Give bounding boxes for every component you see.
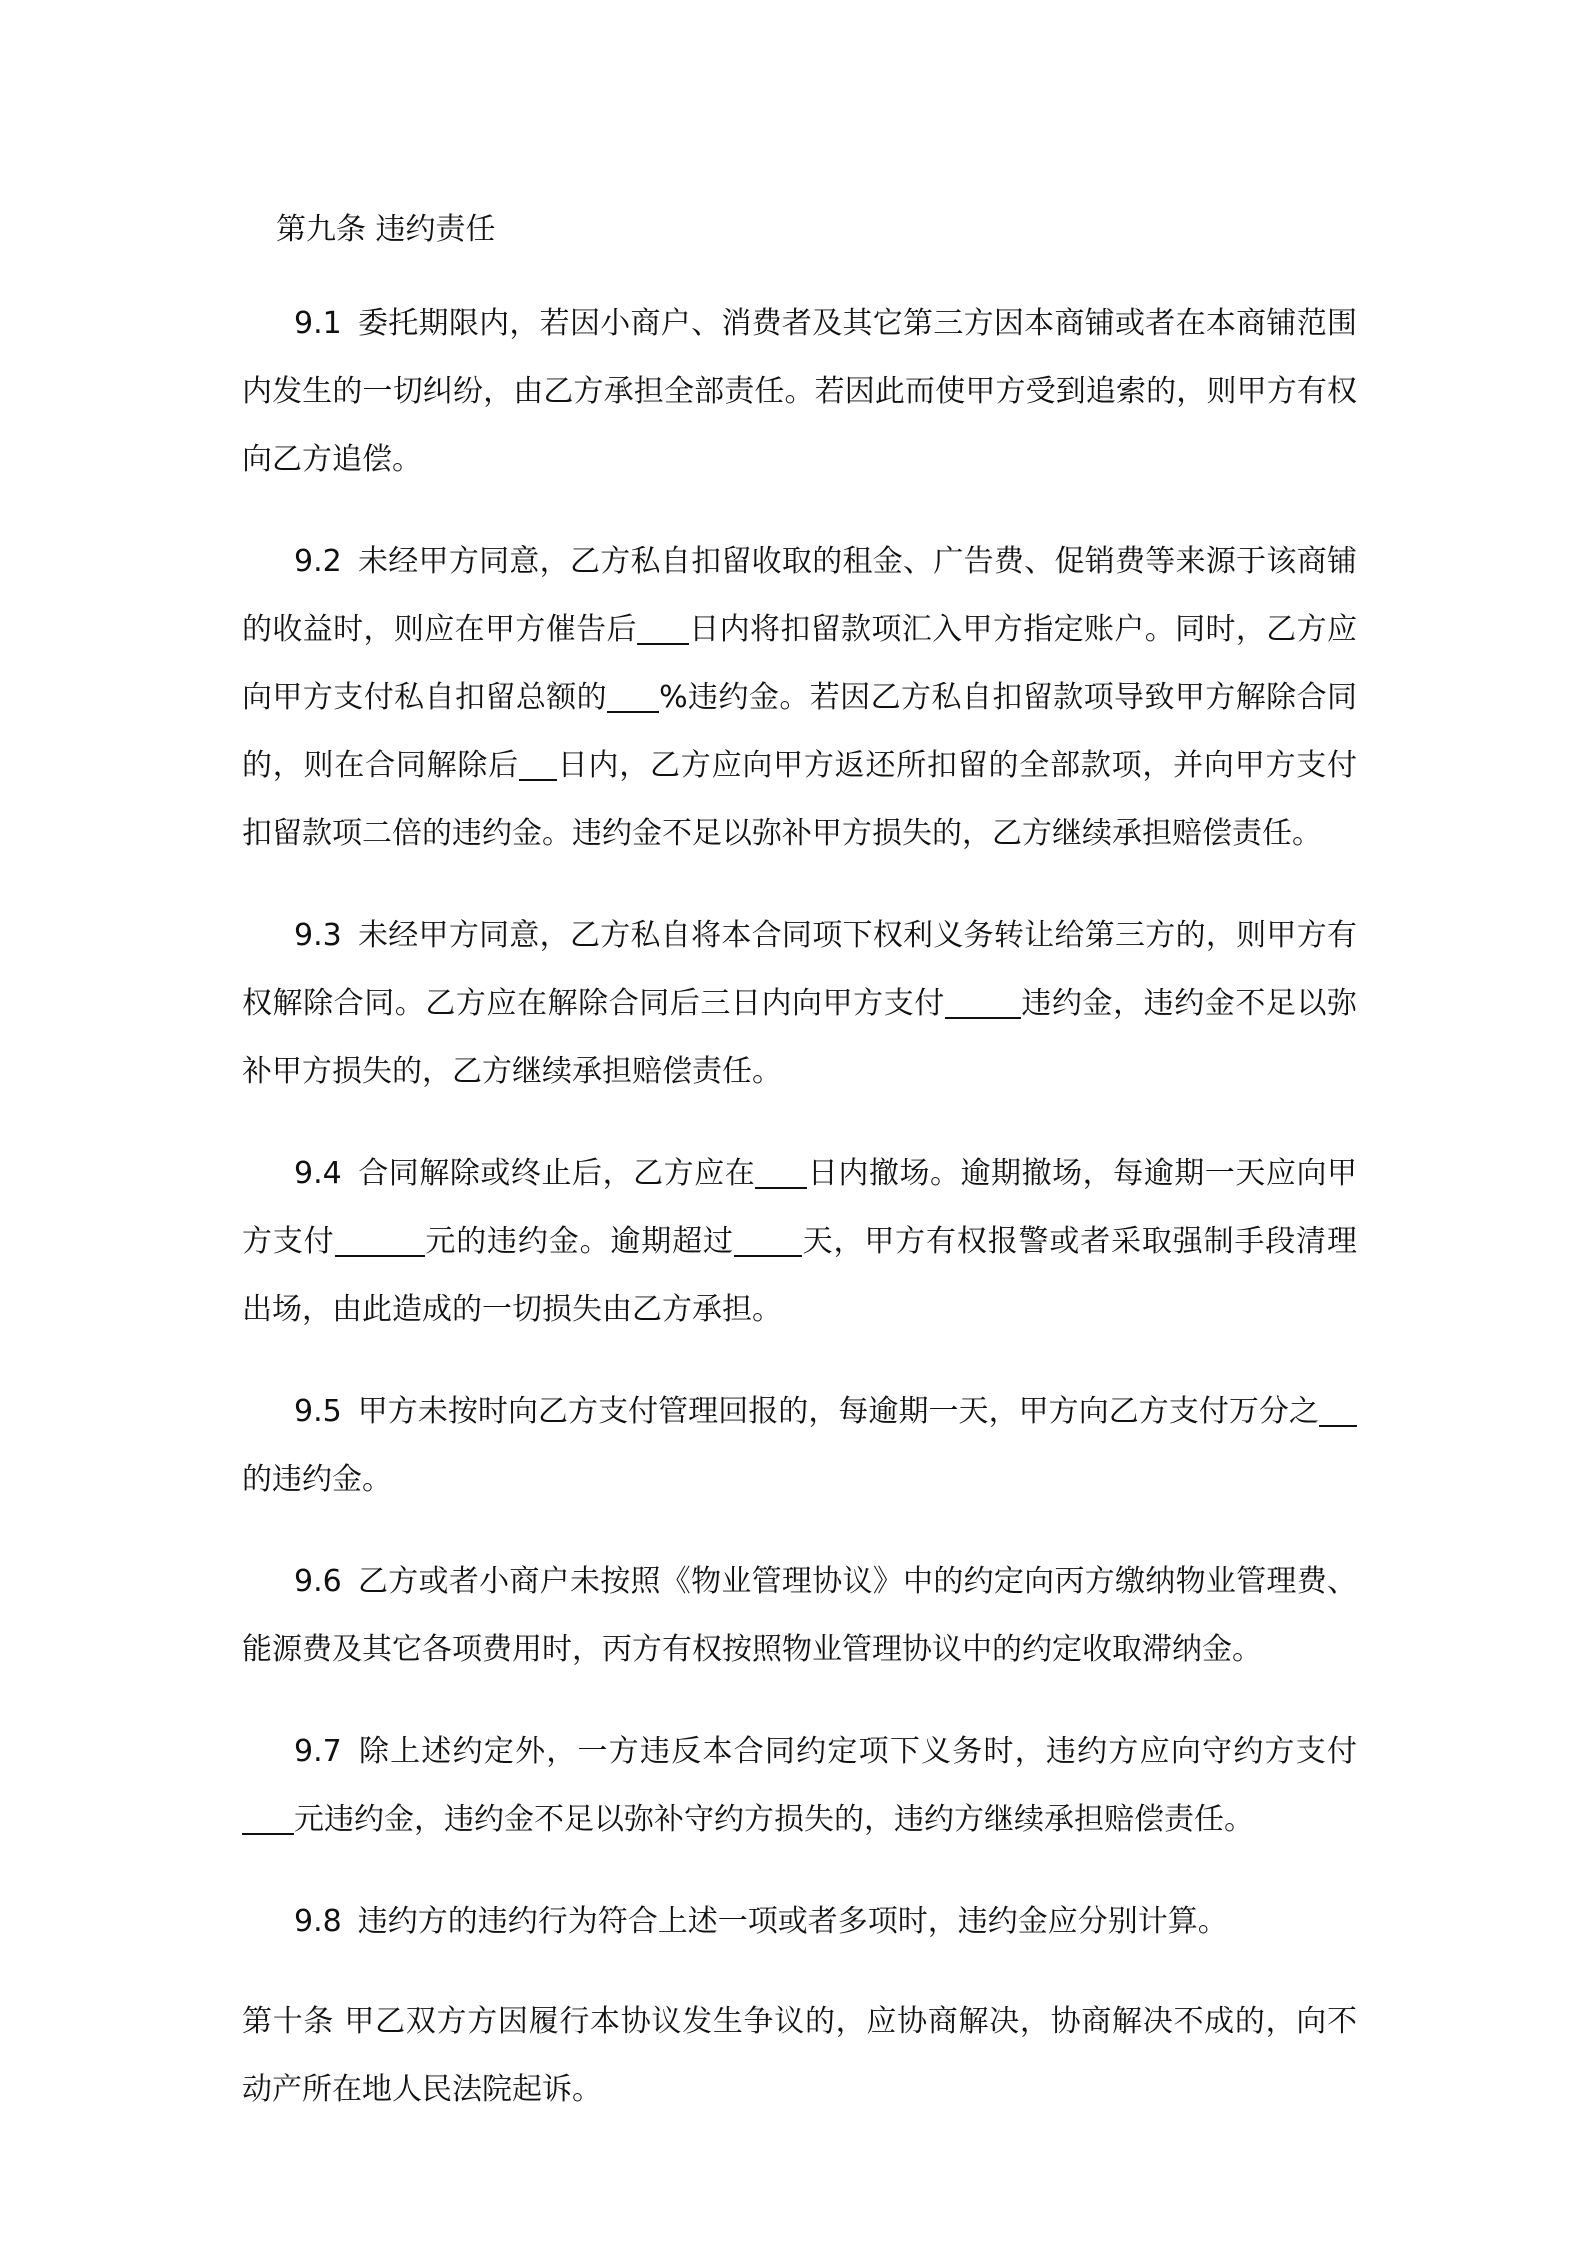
fill-in-blank — [1319, 1395, 1357, 1427]
fill-in-blank — [242, 1803, 294, 1835]
fill-in-blank — [637, 613, 689, 645]
clause-text: 违约方的违约行为符合上述一项或者多项时，违约金应分别计算。 — [357, 1904, 1228, 1939]
clause-text: 乙方或者小商户未按照《物业管理协议》中的约定向丙方缴纳物业管理费、能源费及其它各项费用时，丙方有权按照物业管理协议中的约定收取滞纳金。 — [242, 1564, 1357, 1667]
fill-in-blank — [519, 749, 557, 781]
clause-text: 未经甲方同意，乙方私自扣留收取的租金、广告费、促销费等来源于该商铺的收益时，则应在甲方催告后 — [242, 544, 1357, 647]
fill-in-blank — [945, 987, 1021, 1019]
fill-in-blank — [335, 1225, 425, 1257]
clause-number: 9.4 — [294, 1156, 342, 1191]
clause-number: 9.3 — [294, 918, 342, 953]
clause-text: 委托期限内，若因小商户、消费者及其它第三方因本商铺或者在本商铺范围内发生的一切纠纷，由乙方承担全部责任。若因此而使甲方受到追索的，则甲方有权向乙方追偿。 — [242, 306, 1357, 477]
clause-text: 的违约金。 — [242, 1462, 392, 1497]
fill-in-blank — [607, 681, 659, 713]
clause-9-2 — [242, 528, 1357, 868]
clause-text: 未经甲方同意，乙方私自将本合同项下权利义务转让给第三方的，则甲方有权解除合同。乙方应在解除合同后三日内向甲方支付 — [242, 918, 1357, 1021]
clause-9-4 — [242, 1140, 1357, 1344]
fill-in-blank — [755, 1157, 807, 1189]
clause-text: 元违约金，违约金不足以弥补守约方损失的，违约方继续承担赔偿责任。 — [294, 1802, 1254, 1837]
section-heading: 第九条 违约责任 — [276, 212, 496, 247]
clause-text: 违约金，违约金不足以弥补甲方损失的，乙方继续承担赔偿责任。 — [242, 986, 1358, 1089]
fill-in-blank — [734, 1225, 802, 1257]
clause-9-5 — [242, 1378, 1357, 1514]
clause-text: 甲方未按时向乙方支付管理回报的，每逾期一天，甲方向乙方支付万分之 — [357, 1394, 1319, 1429]
clause-9-8 — [242, 1888, 1357, 1956]
clause-number: 9.8 — [294, 1904, 342, 1939]
clause-text: 元的违约金。逾期超过 — [424, 1224, 734, 1259]
clause-text: 除上述约定外，一方违反本合同约定项下义务时，违约方应向守约方支付 — [357, 1734, 1357, 1769]
clause-text: 日内撤场。逾期撤场，每逾期一天应向甲方支付 — [242, 1156, 1358, 1259]
clause-number: 9.2 — [294, 544, 342, 579]
clause-number: 9.7 — [294, 1734, 342, 1769]
document-body — [242, 200, 1357, 2158]
clause-9-6 — [242, 1548, 1357, 1684]
clause-text: 天，甲方有权报警或者采取强制手段清理出场，由此造成的一切损失由乙方承担。 — [242, 1224, 1357, 1327]
clause-9-1 — [242, 290, 1357, 494]
clause-number: 9.6 — [294, 1564, 342, 1599]
article-10: 第十条 甲乙双方方因履行本协议发生争议的，应协商解决，协商解决不成的，向不动产所在地人民法院起诉。 — [242, 2004, 1357, 2107]
clause-9-3 — [242, 902, 1357, 1106]
clause-number: 9.5 — [294, 1394, 342, 1429]
clause-text: 日内，乙方应向甲方返还所扣留的全部款项，并向甲方支付扣留款项二倍的违约金。违约金不足以弥补甲方损失的，乙方继续承担赔偿责任。 — [242, 748, 1358, 851]
clause-text: 日内将扣留款项汇入甲方指定账户。同时，乙方应向甲方支付私自扣留总额的 — [242, 612, 1357, 715]
clause-number: 9.1 — [294, 306, 342, 341]
clause-9-7 — [242, 1718, 1357, 1854]
clause-text: 合同解除或终止后，乙方应在 — [357, 1156, 756, 1191]
clause-text: %违约金。若因乙方私自扣留款项导致甲方解除合同的，则在合同解除后 — [242, 680, 1358, 783]
